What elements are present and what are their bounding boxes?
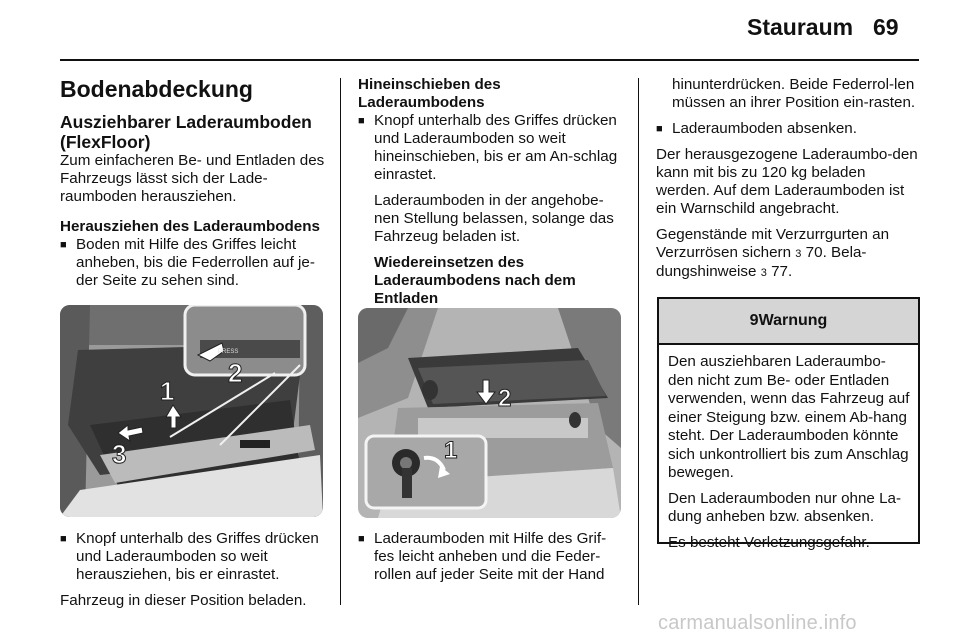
- column-1-bottom: [60, 530, 326, 618]
- callout-2: 2: [498, 385, 512, 412]
- warning-box: [657, 297, 920, 551]
- column-3: [656, 76, 920, 290]
- column-divider-2: [638, 78, 639, 605]
- callout-2: 2: [228, 358, 243, 388]
- section-heading: Bodenabdeckung: [60, 76, 253, 102]
- column-divider-1: [340, 78, 341, 605]
- bullet-item: ■ Laderaumboden absenken.: [656, 120, 920, 138]
- page-ref-symbol: 3: [795, 248, 802, 260]
- reinsert-illustration: [358, 308, 621, 518]
- watermark: carmanualsonline.info: [658, 612, 857, 634]
- callout-1: 1: [444, 437, 458, 464]
- warning-paragraph: Es besteht Verletzungsgefahr.: [668, 533, 870, 551]
- continuation-paragraph: hinunterdrücken. Beide Federrol-len müssen an ihrer Position ein-rasten.: [672, 76, 916, 111]
- closing-paragraph: Fahrzeug in dieser Position beladen.: [60, 592, 307, 609]
- bullet-item: ■ Laderaumboden mit Hilfe des Grif-fes leicht anheben und die Feder-rollen auf jeder Seite mit der Hand: [358, 530, 624, 584]
- lashing-paragraph: Gegenstände mit Verzurrgurten an Verzurrösen sichern 3 70. Bela-dungshinweise 3 77.: [656, 226, 890, 280]
- load-paragraph: Der herausgezogene Laderaumbo-den kann mit bis zu 120 kg beladen werden. Auf dem Laderaumboden ist ein Warnschild angebracht.: [656, 146, 918, 217]
- callout-1: 1: [160, 376, 175, 406]
- procedure-title: Hineinschieben des Laderaumbodens: [358, 76, 501, 111]
- cargo-floor-illustration: [60, 305, 323, 517]
- warning-triangle-icon: 9: [749, 312, 759, 329]
- page-number: 69: [873, 14, 899, 40]
- header-rule: [60, 59, 919, 61]
- procedure-subtitle: Wiedereinsetzen des Laderaumbodens nach dem Entladen: [374, 254, 576, 307]
- column-1: [60, 76, 326, 298]
- intro-paragraph: Zum einfacheren Be- und Entladen des Fahrzeugs lässt sich der Lade-raumboden herausziehen.: [60, 152, 325, 205]
- photo-pull-out-floor: [60, 305, 323, 517]
- page-ref-symbol: 3: [760, 267, 767, 279]
- page-ref-77[interactable]: 77: [771, 263, 788, 280]
- callout-3: 3: [112, 439, 127, 469]
- page-ref-70[interactable]: 70: [805, 244, 823, 261]
- subsection-heading: Ausziehbarer Laderaumboden (FlexFloor): [60, 112, 312, 152]
- warning-paragraph: Den Laderaumboden nur ohne La-dung anheben bzw. absenken.: [668, 489, 902, 525]
- photo-reinsert-floor: [358, 308, 621, 518]
- note-paragraph: Laderaumboden in der angehobe-nen Stellung belassen, solange das Fahrzeug beladen ist.: [374, 192, 614, 245]
- warning-body: [659, 345, 918, 552]
- bullet-item: ■ Boden mit Hilfe des Griffes leicht anheben, bis die Federrollen auf je-der Seite zu sehen sind.: [60, 236, 326, 290]
- warning-paragraph: Den ausziehbaren Laderaumbo-den nicht zum Be- oder Entladen verwenden, wenn das Fahrzeug auf einer Steigung bzw. einem Ab-hang steht. Der Laderaumboden könnte sich unkontrolliert bis zum Anschlag bewegen.: [668, 353, 910, 481]
- press-label: PRESS: [218, 349, 239, 355]
- running-title: Stauraum: [747, 14, 854, 40]
- bullet-item: ■ Knopf unterhalb des Griffes drücken und Laderaumboden so weit herausziehen, bis er einrastet.: [60, 530, 326, 584]
- bullet-item: ■ Knopf unterhalb des Griffes drücken und Laderaumboden so weit hineinschieben, bis er am An-schlag einrastet.: [358, 112, 624, 184]
- column-2: [358, 76, 624, 308]
- warning-header: [659, 299, 918, 345]
- procedure-title: Herausziehen des Laderaumbodens: [60, 218, 320, 235]
- warning-title: Warnung: [758, 312, 828, 329]
- column-2-bottom: [358, 530, 624, 592]
